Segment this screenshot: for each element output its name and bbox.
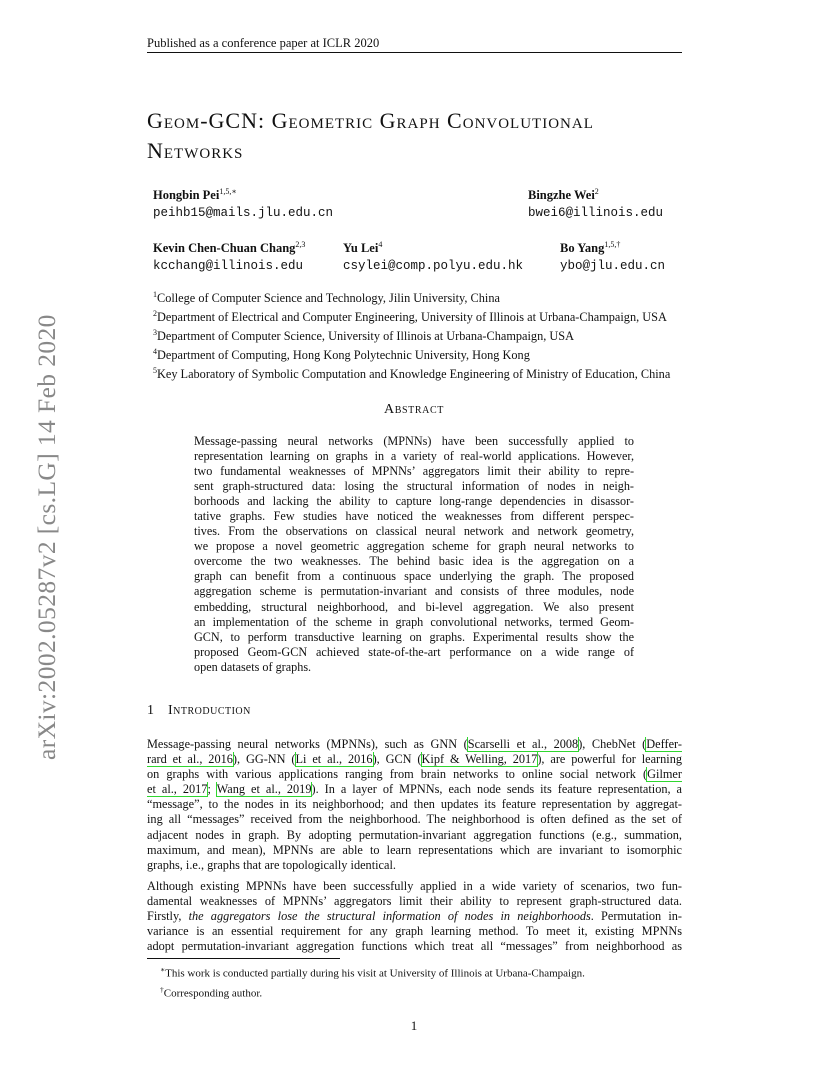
text-run: ), ChebNet ( bbox=[578, 737, 647, 751]
text-run: Firstly, bbox=[147, 909, 189, 924]
abstract-line: overcome the two weaknesses. The behind basic idea is the aggregation on a bbox=[194, 554, 634, 569]
body-line: “message”, to the nodes in its neighborhood; and then updates its feature representation by aggregat- bbox=[147, 797, 682, 812]
author-block bbox=[153, 236, 305, 275]
author-block bbox=[528, 183, 663, 222]
text-run: . Permutation in- bbox=[590, 909, 682, 924]
author-email: csylei@comp.polyu.edu.hk bbox=[343, 259, 524, 274]
abstract-heading: Abstract bbox=[384, 402, 444, 417]
footnote-marker: ∗ bbox=[160, 965, 166, 974]
affiliation-text: Department of Computer Science, University of Illinois at Urbana-Champaign, USA bbox=[157, 329, 574, 344]
emphasis-text: the aggregators lose the structural information of nodes in neighborhoods bbox=[188, 909, 591, 924]
affiliation bbox=[153, 287, 670, 306]
page-number: 1 bbox=[410, 1018, 418, 1033]
abstract-line: GCN, to perform transductive learning on graphs. Experimental results show the bbox=[194, 629, 634, 644]
author-block bbox=[153, 183, 333, 222]
affiliation-text: Key Laboratory of Symbolic Computation and Knowledge Engineering of Ministry of Education, China bbox=[157, 367, 671, 382]
abstract-line: two fundamental weaknesses of MPNNs’ aggregators limit their ability to repre- bbox=[194, 464, 634, 479]
text-run: ; bbox=[207, 782, 217, 797]
text-run: Message-passing neural networks (MPNNs), such as GNN ( bbox=[147, 737, 468, 751]
title-line-1: Geom-GCN: Geometric Graph Convolutional bbox=[147, 108, 594, 133]
citation-link[interactable]: Wang et al., 2019 bbox=[216, 782, 312, 797]
affiliation-marker: 3 bbox=[153, 328, 157, 338]
affiliation bbox=[153, 344, 670, 363]
abstract-body bbox=[194, 434, 634, 675]
body-line: ing all “messages” received from the neighborhood. The neighborhood is often defined as the set of bbox=[147, 812, 682, 827]
author-affil-marker: 1,5,∗ bbox=[219, 187, 237, 196]
footnote bbox=[160, 982, 585, 1002]
affiliation-marker: 4 bbox=[153, 347, 157, 357]
footnote-marker: † bbox=[160, 984, 164, 994]
text-run: ), GG-NN ( bbox=[232, 752, 296, 767]
body-line: graphs, i.e., graphs that are topologically identical. bbox=[147, 857, 396, 872]
author-block bbox=[560, 236, 665, 275]
author-email: kcchang@illinois.edu bbox=[153, 259, 304, 274]
author-email: bwei6@illinois.edu bbox=[528, 206, 664, 221]
footnote-rule bbox=[147, 958, 340, 959]
author-name: Kevin Chen-Chuan Chang bbox=[153, 241, 296, 256]
affiliation bbox=[153, 363, 670, 382]
author-affil-marker: 2 bbox=[594, 187, 599, 196]
body-line bbox=[147, 767, 682, 782]
author-affil-marker: 2,3 bbox=[295, 240, 306, 249]
citation-link[interactable]: Gilmer bbox=[647, 767, 682, 782]
footnote bbox=[160, 962, 585, 982]
abstract-line: we propose a novel geometric aggregation scheme for graph neural networks to bbox=[194, 539, 634, 554]
abstract-line: sent graph-structured data: losing the structural information of nodes in neigh- bbox=[194, 479, 634, 494]
author-name: Bingzhe Wei bbox=[528, 188, 595, 203]
abstract-line: borhoods and lacking the ability to capture long-range dependencies in disassor- bbox=[194, 494, 634, 509]
paper-title bbox=[147, 106, 707, 166]
abstract-line: tative graphs. Few studies have noticed the weaknesses from different perspec- bbox=[194, 509, 634, 524]
text-run: ), are powerful for learning bbox=[537, 752, 682, 767]
text-run: ), GCN ( bbox=[372, 752, 422, 767]
section-title: Introduction bbox=[168, 703, 251, 718]
body-line: adjacent nodes in graph. By adopting permutation-invariant aggregation functions (e.g., summation, bbox=[147, 827, 682, 842]
header-rule bbox=[147, 52, 682, 53]
affiliation-text: College of Computer Science and Technology, Jilin University, China bbox=[157, 291, 500, 306]
footnote-text: Corresponding author. bbox=[163, 987, 263, 1000]
author-email: peihb15@mails.jlu.edu.cn bbox=[153, 206, 334, 221]
footnotes bbox=[160, 962, 585, 1001]
affiliation bbox=[153, 325, 670, 344]
abstract-line: tives. From the observations on classical neural network and network geometry, bbox=[194, 524, 634, 539]
body-line bbox=[147, 737, 682, 752]
intro-paragraph-1 bbox=[147, 737, 682, 873]
footnote-text: This work is conducted partially during his visit at University of Illinois at Urbana-Champaign. bbox=[165, 967, 585, 980]
body-line bbox=[147, 909, 682, 924]
author-affil-marker: 1,5,† bbox=[604, 240, 621, 249]
body-line bbox=[147, 752, 682, 767]
abstract-line: proposed Geom-GCN achieved state-of-the-art performance on a wide range of bbox=[194, 644, 634, 659]
citation-link[interactable]: rard et al., 2016 bbox=[147, 752, 233, 767]
author-email: ybo@jlu.edu.cn bbox=[560, 259, 666, 274]
body-line: maximum, and mean), MPNNs are able to learn representations which are invariant to isomorphic bbox=[147, 842, 682, 857]
author-name: Hongbin Pei bbox=[153, 188, 220, 203]
affiliation-marker: 5 bbox=[153, 366, 157, 376]
citation-link[interactable]: et al., 2017 bbox=[147, 782, 208, 797]
abstract-line: aggregation scheme is permutation-invariant and consists of three modules, node bbox=[194, 584, 634, 599]
body-line: adopt permutation-invariant aggregation functions which treat all “messages” from neighborhood as bbox=[147, 939, 682, 954]
text-run: on graphs with various applications ranging from brain networks to online social network ( bbox=[147, 767, 648, 782]
abstract-line: open datasets of graphs. bbox=[194, 659, 312, 674]
body-line: damental weaknesses of MPNNs’ aggregators limit their ability to represent graph-structured data. bbox=[147, 894, 682, 909]
body-line bbox=[147, 782, 682, 797]
abstract-line: graph can benefit from a continuous space underlying the graph. The proposed bbox=[194, 569, 634, 584]
abstract-line: an implementation of the scheme in graph convolutional networks, termed Geom- bbox=[194, 614, 634, 629]
affiliation-marker: 1 bbox=[153, 290, 157, 299]
citation-link[interactable]: Scarselli et al., 2008 bbox=[467, 737, 579, 751]
title-line-2: Networks bbox=[147, 138, 244, 163]
author-affil-marker: 4 bbox=[378, 240, 383, 249]
author-block bbox=[343, 236, 523, 275]
author-name: Bo Yang bbox=[560, 241, 605, 256]
abstract-line: representation learning on graphs in a variety of real-world applications. However, bbox=[194, 449, 634, 464]
affiliation-marker: 2 bbox=[153, 309, 157, 319]
affiliation-list bbox=[153, 287, 670, 382]
author-name: Yu Lei bbox=[343, 241, 379, 256]
affiliation bbox=[153, 306, 670, 325]
body-line: variance is an essential requirement for any graph learning method. To meet it, existing MPNNs bbox=[147, 924, 682, 939]
citation-link[interactable]: Li et al., 2016 bbox=[295, 752, 373, 767]
abstract-line: embedding, structural neighborhood, and bi-level aggregation. We also present bbox=[194, 599, 634, 614]
citation-link[interactable]: Deffer- bbox=[646, 737, 682, 751]
affiliation-text: Department of Computing, Hong Kong Polytechnic University, Hong Kong bbox=[157, 348, 530, 363]
section-heading bbox=[147, 703, 251, 719]
body-line: Although existing MPNNs have been successfully applied in a wide variety of scenarios, two fun- bbox=[147, 879, 682, 893]
citation-link[interactable]: Kipf & Welling, 2017 bbox=[421, 752, 538, 767]
arxiv-stamp: arXiv:2002.05287v2 [cs.LG] 14 Feb 2020 bbox=[32, 314, 61, 760]
intro-paragraph-2 bbox=[147, 879, 682, 954]
abstract-line: Message-passing neural networks (MPNNs) have been successfully applied to bbox=[194, 434, 634, 448]
text-run: ). In a layer of MPNNs, each node sends its feature representation, a bbox=[311, 782, 682, 797]
affiliation-text: Department of Electrical and Computer Engineering, University of Illinois at Urbana-Champaign, USA bbox=[157, 310, 667, 325]
section-number: 1 bbox=[147, 703, 154, 718]
running-header: Published as a conference paper at ICLR 2020 bbox=[147, 36, 380, 50]
